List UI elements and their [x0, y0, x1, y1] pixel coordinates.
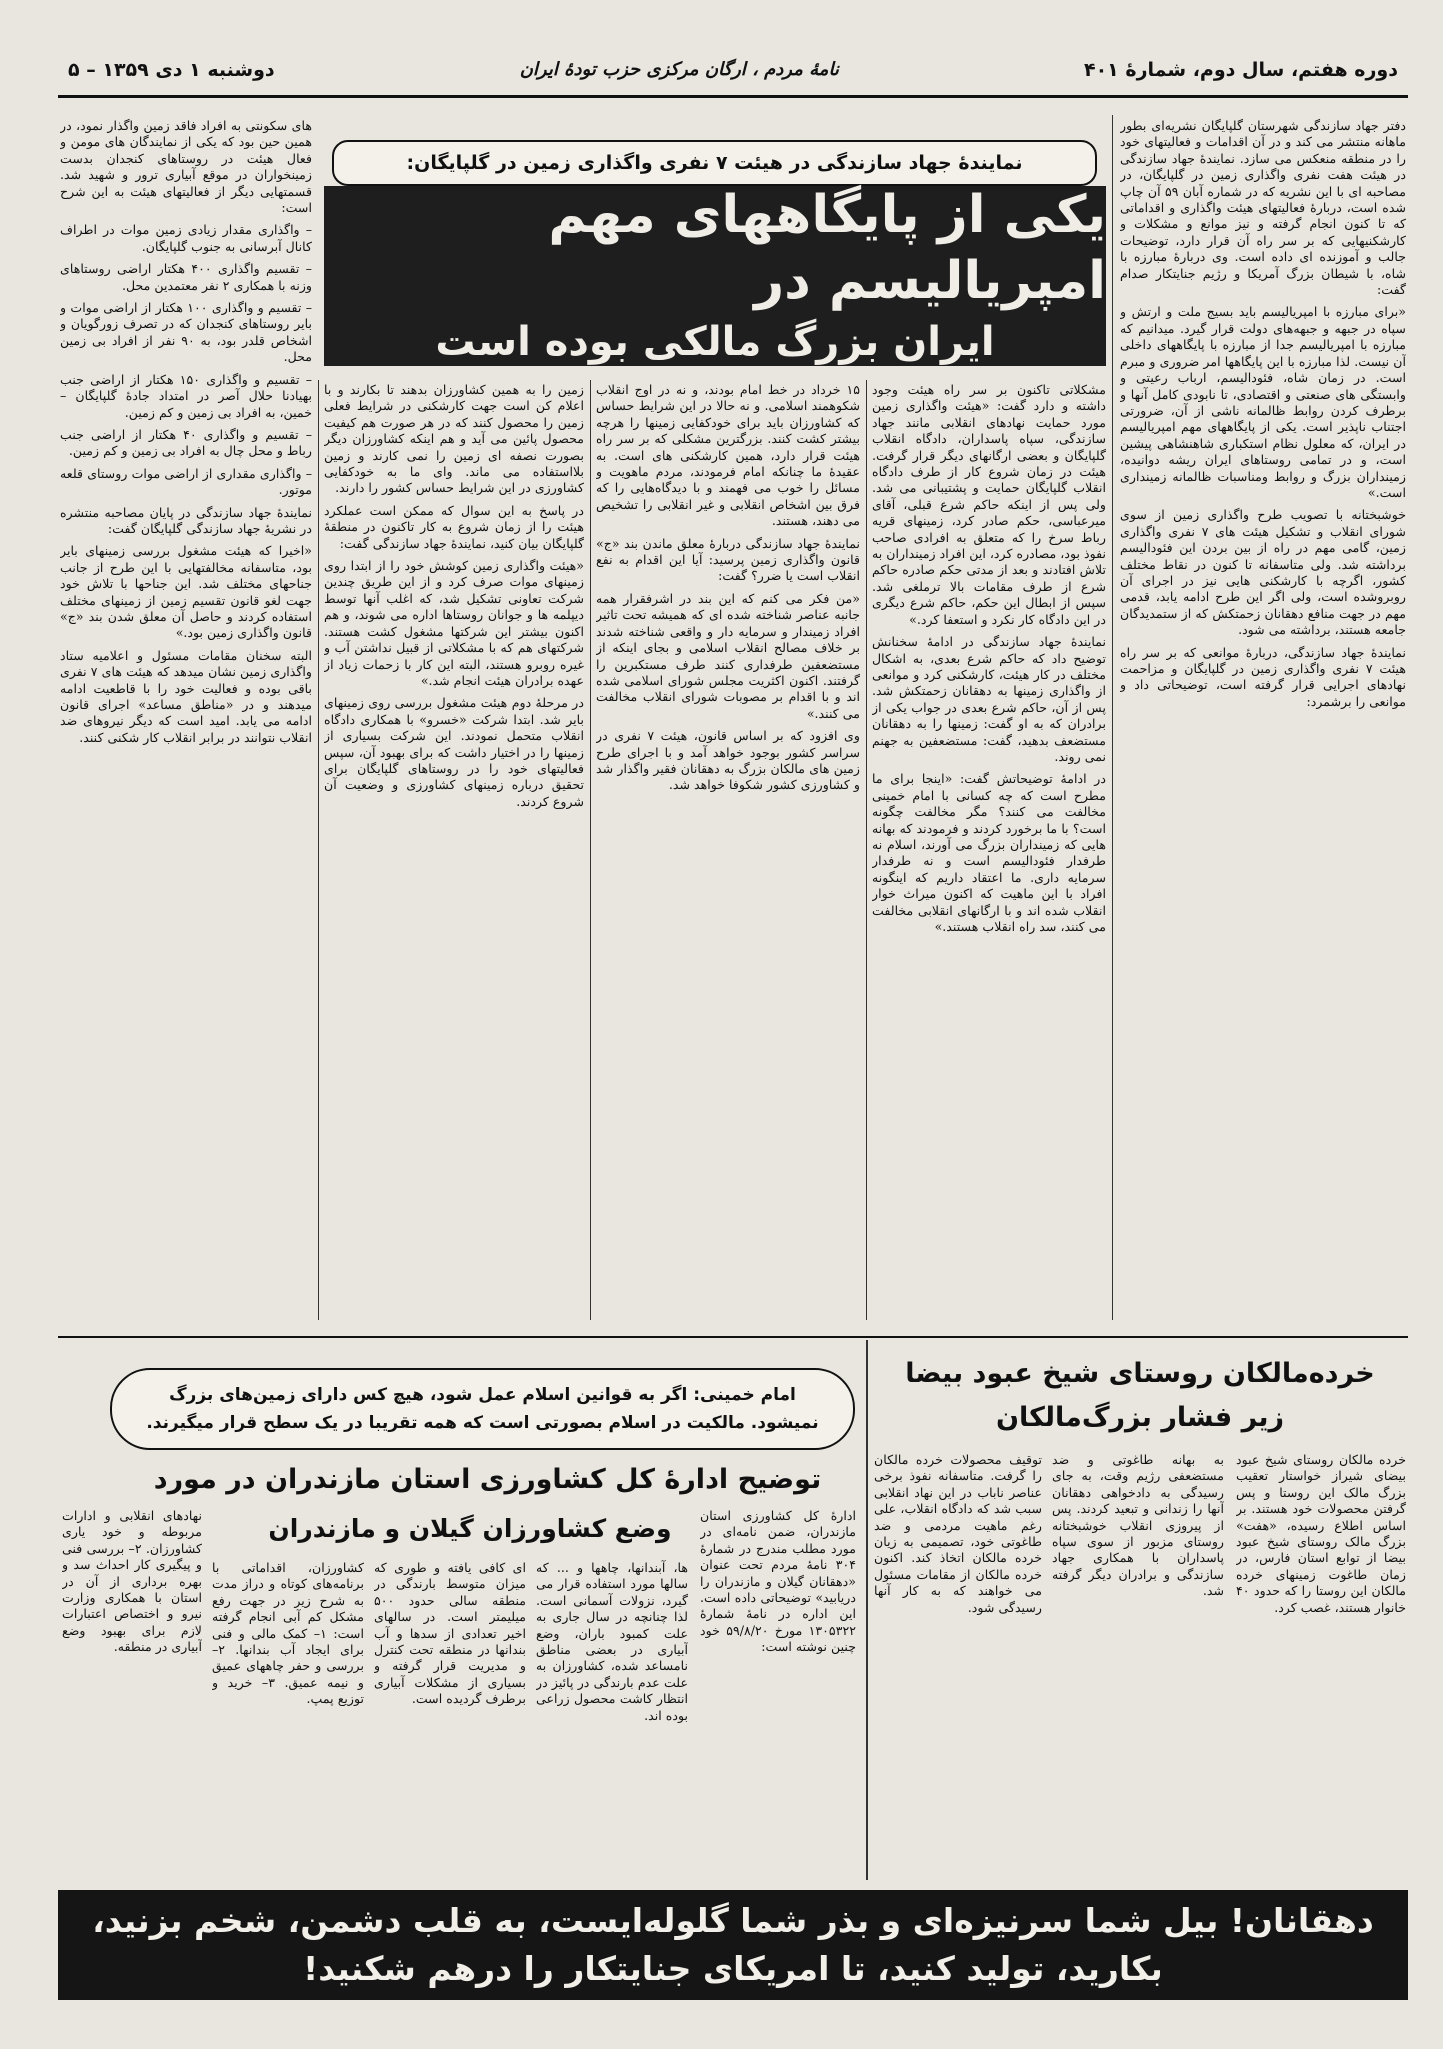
- agri-headline-2: وضع کشاورزان گیلان و مازندران: [268, 1514, 672, 1543]
- paragraph: «من فکر می کنم که این بند در اشرفقرار همه جانبه عناصر شناخته شده ای که همیشه تحت تاثیر افراد زمیندار و سرمایه دار و واقعی شناخته شدند بر خلاف مصالح انقلاب اسلامی و بجای اینکه از مستضعفین طرفداری کنند طرف مستکبرین را گرفتند. اکنون اکثریت مجلس شورای اسلامی شده اند و با اقدام بر مصوبات شورای انقلاب مخالفت می کنند.»: [596, 590, 860, 721]
- paragraph: نمایندۀ جهاد سازندگی در ادامۀ سخنانش توضیح داد که حاکم شرع بعدی، به اشکال مختلف در کار هیئت، کارشکنی کرد و موانعی از واگذاری زمینها به دهقانان زحمتکش شد. پس از آن، حاکم شرع بعدی در جواب یکی از برادران که به او گفت: زمینها را به دهقانان مستضعف بدهید، گفت: مستضعفین به جهنم نمی روند.: [872, 634, 1106, 764]
- village-column-a: [1236, 1452, 1406, 1880]
- paragraph: «برای مبارزه با امپریالیسم باید بسیج ملت و ارتش و سپاه در جبهه و جبهه‌های دولت قرار گیرد. میدانیم که مبارزه با امپریالیسم جدا از مبارزه با پایگاههای داخلی آن نیست. لذا مبارزه با این پایگاهها امر ضروری و مبرم است. در زمان شاه، فئودالیسم، ارباب رعیتی و وابستگی های صنعتی و اقتصادی، تا نابودی کامل آنها و برطرف کردن روابط ظالمانه ناشی از آن، ضرورتی اجتناب ناپذیر است. یکی از پایگاههای مهم امپریالیسم در ایران، که معلول نظام استکباری شاهنشاهی پیشین است، و در تمامی روستاهای ایران ریشه دوانیده، زمینداران بزرگ و روابط ومناسبات ظالمانه زمینداری است.»: [1120, 304, 1406, 500]
- paragraph: البته سخنان مقامات مسئول و اعلامیه ستاد واگذاری زمین نشان میدهد که هیئت های ۷ نفری باقی بوده و فعالیت خود را با قاطعیت ادامه میدهند و در «مناطق مساعد» اجرای قانون ادامه می یابد. امید است که دیگر نیروهای ضد انقلاب نتوانند در برابر انقلاب کار شکنی کنند.: [60, 647, 312, 745]
- slogan-line-2: بکارید، تولید کنید، تا امریکای جنایتکار را درهم شکنید!: [303, 1949, 1163, 1988]
- agri-column-a: [700, 1508, 856, 1880]
- column-divider: [318, 380, 319, 1320]
- village-headline-1: خرده‌مالکان روستای شیخ عبود بیضا: [905, 1358, 1375, 1389]
- agri-column-b: [536, 1560, 688, 1880]
- village-headline-2: زیر فشار بزرگ‌مالکان: [995, 1402, 1285, 1433]
- village-headline: [875, 1352, 1405, 1448]
- article-column-1: [1120, 118, 1406, 1318]
- paragraph: – تقسیم و واگذاری ۱۵۰ هکتار از اراضی جنب بهیادنا حلال آصر در امتداد جادۀ گلپایگان – خمین، به افراد بی زمین و کم زمین.: [60, 371, 312, 420]
- village-column-c: [874, 1452, 1042, 1880]
- column-divider: [866, 380, 867, 1320]
- paragraph: وی افزود که بر اساس قانون، هیئت ۷ نفری در سراسر کشور بوجود خواهد آمد و با اجرای طرح زمین های مالکان بزرگ به دهقانان فقیر واگذار شد و کشاورزی کشور شکوفا خواهد شد.: [596, 728, 860, 793]
- agri-column-c: [374, 1560, 526, 1880]
- paragraph: نهادهای انقلابی و ادارات مربوطه و خود یاری کشاورزان. ۲– بررسی فنی و پیگیری کار احداث سد و بهره برداری از آن در استان با همکاری وزارت نیرو و اختصاص اعتبارات لازم برای بهبود وضع آبیاری در منطقه.: [62, 1508, 202, 1655]
- paragraph: خوشبختانه با تصویب طرح واگذاری زمین از سوی شورای انقلاب و تشکیل هیئت های ۷ نفری واگذاری زمین، گامی مهم در راه از بین بردن این فئودالیسم برداشته شد. ولی متاسفانه تا کنون در نقاط مختلف کشور، اگرچه با کارشکنی هایی نیز در اجرای آن روبروشده است، ولی اگر این طرح ادامه یابد، قدمی مهم در جهت منافع دهقانان زحمتکش که از ستمدیدگان جامعه هستند، برداشته می شود.: [1120, 507, 1406, 638]
- paragraph: – واگذاری مقدار زیادی زمین موات در اطراف کانال آبرسانی به جنوب گلپایگان.: [60, 222, 312, 254]
- paragraph: دفتر جهاد سازندگی شهرستان گلپایگان نشریه‌ای بطور ماهانه منتشر می کند و در آن اقدامات و فعالیتهای خود را در منطقه منعکس می سازد. نمایندۀ جهاد سازندگی در هیئت هفت نفری واگذاری زمین در گلپایگان، در مصاحبه ای با این نشریه که در شماره آبان ۵۹ آن چاپ شده است، دربارۀ فعالیتهای هیئت واگذاری و اقداماتی که تا کنون انجام گرفته و نیز موانع و مشکلات و کارشکنیهایی که بر سر راه آن قرار دارد، توضیحات جالب و آموزنده ای داده است. وی دربارۀ مبارزه با شاه، با شیطان بزرگ آمریکا و رژیم جنایتکار صدام گفت:: [1120, 118, 1406, 298]
- paragraph: ۱۵ خرداد در خط امام بودند، و نه در اوج انقلاب شکوهمند اسلامی. و نه حالا در این شرایط حساس که کشاورزان باید برای خودکفایی زمینها را هرچه بیشتر کشت کنند. بزرگترین مشکلی که بر سر راه هیئت قرار دارد، همین کارشکنی های است. به عقیدۀ ما چنانکه امام فرمودند، مردم ماهویت و مسائل را خوب می فهمند و با دیدگاه‌هایی را که فرق بین اشخاص انقلابی و غیر انقلابی را تشخیص می دهند، هستند.: [596, 382, 860, 529]
- issue-info: دوره هفتم، سال دوم، شمارۀ ۴۰۱: [1083, 58, 1398, 81]
- headline-line-2: ایران بزرگ مالکی بوده است: [435, 319, 995, 365]
- paragraph: نمایندۀ جهاد سازندگی در پایان مصاحبه منتشره در نشریۀ جهاد سازندگی گلپایگان گفت:: [60, 504, 312, 536]
- paragraph: نمایندۀ جهاد سازندگی دربارۀ معلق ماندن بند «ج» قانون واگذاری زمین پرسید: آیا این اقدام به نفع انقلاب است یا ضرر؟ گفت:: [596, 535, 860, 584]
- paragraph: مشکلاتی تاکنون بر سر راه هیئت وجود داشته و دارد گفت: «هیئت واگذاری زمین مورد حمایت نهادهای انقلابی مانند جهاد سازندگی، سپاه پاسداران، دادگاه انقلاب گلپایگان و بعضی ارگانهای دیگر قرار گرفت. هیئت در زمان شروع کار از طرف دادگاه انقلاب گلپایگان حمایت و پشتیبانی می شد. ولی پس از اینکه حاکم شرع قبلی، آقای میرعباسی، حکم صادر کرد، زمینهای قریه رباط سرخ را که متعلق به افرادی صاحب نفوذ بود، مصادره کرد، این افراد زمینداران به تلاش افتادند و بعد از مدتی حکم صادره حاکم شرع از طرف مقامات بالا ترملغی شد. سپس از ابطال این حکم، حاکم شرع دیگری در این دادگاه کار نکرد و استعفا کرد.»: [872, 382, 1106, 627]
- khomeini-quote-box: [110, 1368, 855, 1450]
- paragraph: – تقسیم و واگذاری ۴۰ هکتار از اراضی جنب رباط و محل چال به افراد بی زمین و کم زمین.: [60, 426, 312, 459]
- paragraph: – واگذاری مقداری از اراضی موات روستای قلعه موتور.: [60, 465, 312, 498]
- agri-column-e: [62, 1508, 202, 1880]
- article-column-2: [872, 382, 1106, 1318]
- issue-date: دوشنبه ۱ دی ۱۳۵۹ – ۵: [68, 58, 275, 81]
- main-headline: [324, 186, 1106, 366]
- column-divider: [1112, 115, 1113, 1320]
- article-column-4: [324, 382, 584, 1318]
- paragraph: کشاورزان، اقداماتی با برنامه‌های کوتاه و دراز مدت به شرح زیر در جهت رفع مشکل کم آبی انجام گرفته است: ۱– کمک مالی و فنی برای ایجاد آب بندانها. ۲– بررسی و حفر چاههای عمیق و نیمه عمیق. ۳– خرید و توزیع پمپ.: [212, 1560, 364, 1707]
- footer-slogan: [58, 1890, 1408, 2000]
- agri-headline-1: توضیح ادارۀ کل کشاورزی استان مازندران در مورد: [153, 1464, 822, 1495]
- paragraph: خرده مالکان روستای شیخ عبود بیضای شیراز خواستار تعقیب بزرگ مالک این روستا و پس گرفتن محصولات خود هستند. بر اساس اطلاع رسیده، «هفت» بزرگ مالک روستای شیخ عبود بیضا از توابع استان فارس، در زمان طاغوت زمینهای خرده مالکان این روستا را که حدود ۴۰ خانوار هستند، غصب کرد.: [1236, 1452, 1406, 1615]
- headline-line-1: یکی از پایگاههای مهم امپریالیسم در: [548, 185, 1106, 311]
- paragraph: نمایندۀ جهاد سازندگی، دربارۀ موانعی که بر سر راه هیئت ۷ نفری واگذاری زمین در گلپایگان و مزاحمت نهادهای اجرایی قرار گرفته است، توضیحاتی داد و موانعی را برشمرد:: [1120, 644, 1406, 709]
- paragraph: توقیف محصولات خرده مالکان را گرفت. متاسفانه نفوذ برخی عناصر ناباب در این نهاد انقلابی سبب شد که دادگاه انقلاب، علی رغم ماهیت مردمی و ضد طاغوتی خود، تصمیمی به زیان خرده مالکان اتخاذ کند. اکنون خرده مالکان از مقامات مسئول می خواهند که به کار آنها رسیدگی شود.: [874, 1452, 1042, 1615]
- paragraph: در مرحلۀ دوم هیئت مشغول بررسی روی زمینهای بایر شد. ابتدا شرکت «خسرو» با همکاری دادگاه انقلاب متحمل نمودند. این شرکت بسیاری از زمینها را در اختیار داشت که برای بهبود آن، سپس فعالیتهای خود را در روستاهای گلپایگان برای تحقیق درباره زمینهای کشاورزی و وضعیت آن شروع کردند.: [324, 695, 584, 809]
- paragraph: – تقسیم و واگذاری ۱۰۰ هکتار از اراضی موات و بایر روستاهای کنجدان که در تصرف زورگویان و اشخاص قلدر بود، به ۹۰ نفر از افراد بی زمین محل.: [60, 300, 312, 365]
- quote-line-2: نمیشود. مالکیت در اسلام بصورتی است که همه تقریبا در یک سطح قرار میگیرند.: [146, 1413, 819, 1433]
- paragraph: در ادامۀ توضیحاتش گفت: «اینجا برای ما مطرح است که چه کسانی با امام خمینی مخالفت می کنند؟ مگر مخالفت چگونه است؟ با ما برخورد کردند و فرمودند که بهانه هایی که زمینداران بزرگ می آورند، اسلام نه طرفدار فئودالیسم است و نه طرفدار سرمایه داری. ما اعتقاد داریم که اینگونه افراد با این ماهیت که اکنون میراث خوار انقلاب شده اند و با ارگانهای انقلابی مخالفت می کنند، سد راه انقلاب هستند.»: [872, 771, 1106, 934]
- slogan-line-1: دهقانان! بیل شما سرنیزه‌ای و بذر شما گلوله‌ایست، به قلب دشمن، شخم بزنید،: [92, 1901, 1374, 1940]
- agri-column-d: [212, 1560, 364, 1880]
- article-kicker: نمایندۀ جهاد سازندگی در هیئت ۷ نفری واگذاری زمین در گلپایگان:: [332, 140, 1097, 186]
- village-column-b: [1052, 1452, 1224, 1880]
- newspaper-title: نامۀ مردم ، ارگان مرکزی حزب تودۀ ایران: [519, 59, 839, 80]
- paragraph: زمین را به همین کشاورزان بدهند تا بکارند و با اعلام کن است جهت کارشکنی در شرایط فعلی زمین را محصول کنند که در هر صورت هم کیفیت محصول پائین می آید و هم اینکه کشاورزان دیگر بصورت نصفه ای زمین را نمی کارند و زمین بلااستفاده می ماند. وای ما به خودکفایی کشاورزی در این شرایط حساس کشور را دارند.: [324, 382, 584, 496]
- section-divider: [866, 1340, 868, 1880]
- paragraph: ها، آبندانها، چاهها و ... که سالها مورد استفاده قرار می گیرد، نزولات آسمانی است. لذا چنانچه در سال جاری به علت کمبود باران، وضع آبیاری در بعضی مناطق نامساعد شده، کشاورزان به علت عدم بارندگی در پائیز در انتظار کاشت محصول زراعی بوده اند.: [536, 1560, 688, 1723]
- section-rule: [58, 1336, 1408, 1338]
- paragraph: به بهانه طاغوتی و ضد مستضعفی رژیم وقت، به جای رسیدگی به دادخواهی دهقانان آنها را زندانی و تبعید کردند. پس از پیروزی انقلاب خوشبختانه روستای مزبور از سوی سپاه پاسداران با همکاری جهاد سازندگی و برادران دیگر گرفته شد.: [1052, 1452, 1224, 1599]
- paragraph: ادارۀ کل کشاورزی استان مازندران، ضمن نامه‌ای در مورد مطلب مندرج در شمارۀ ۳۰۴ نامۀ مردم تحت عنوان «دهقانان گیلان و مازندران را دریابید» توضیحاتی داده است. این اداره در نامۀ شمارۀ ۱۳۰۵۳۲۲ مورخ ۵۹/۸/۲۰ خود چنین نوشته است:: [700, 1508, 856, 1655]
- article-column-5: [60, 118, 312, 1318]
- paragraph: در پاسخ به این سوال که ممکن است عملکرد هیئت را از زمان شروع به کار تاکنون در منطقۀ گلپایگان بیان کنید، نمایندۀ جهاد سازندگی گفت:: [324, 502, 584, 551]
- paragraph: – تقسیم واگذاری ۴۰۰ هکتار اراضی روستاهای وزنه با همکاری ۲ نفر معتمدین محل.: [60, 261, 312, 293]
- paragraph: های سکونتی به افراد فاقد زمین واگذار نمود، در همین حین بود که یکی از نمایندگان های مومن و فعال هیئت در روستاهای کنجدان بدست زمینخواران در موقع آبیاری ترور و شهید شد. قسمتهایی دیگر از فعالیتهای هیئت به این شرح است:: [60, 118, 312, 216]
- paragraph: «هیئت واگذاری زمین کوشش خود را از ابتدا روی زمینهای موات صرف کرد و از این طریق چندین شرکت تعاونی تشکیل شد، که اغلب آنها توسط دیپلمه ها و جوانان روستاها اداره می شوند، و هم اکنون بیشتر این شرکتها مشغول کشت هستند. شرکتهای هم که با مشکلاتی از قبیل نداشتن آب و غیره روبرو هستند، البته این کار با زحمات زیاد از عهده برادران هیئت انجام شد.»: [324, 558, 584, 688]
- column-divider: [590, 380, 591, 1320]
- paragraph: ای کافی یافته و طوری که میزان متوسط بارندگی در منطقه سالی حدود ۵۰۰ میلیمتر است. در سالهای اخیر تعدادی از سدها و آب بندانها در منطقه تحت کنترل و مدیریت قرار گرفته و بسیاری از مشکلات آبیاری برطرف گردیده است.: [374, 1560, 526, 1707]
- paragraph: «اخیرا که هیئت مشغول بررسی زمینهای بایر بود، متاسفانه مخالفتهایی با این طرح از جانب جناحهای مختلف شد. این جناحها با تلاش خود جهت لغو قانون تقسیم زمین از زمینهای مختلف استفاده کردند و حاصل آن معلق شدن بند «ج» قانون واگذاری زمین بود.»: [60, 543, 312, 641]
- masthead: [58, 44, 1408, 98]
- quote-line-1: امام خمینی: اگر به قوانین اسلام عمل شود، هیچ کس دارای زمین‌های بزرگ: [169, 1385, 796, 1405]
- article-column-3: [596, 382, 860, 1318]
